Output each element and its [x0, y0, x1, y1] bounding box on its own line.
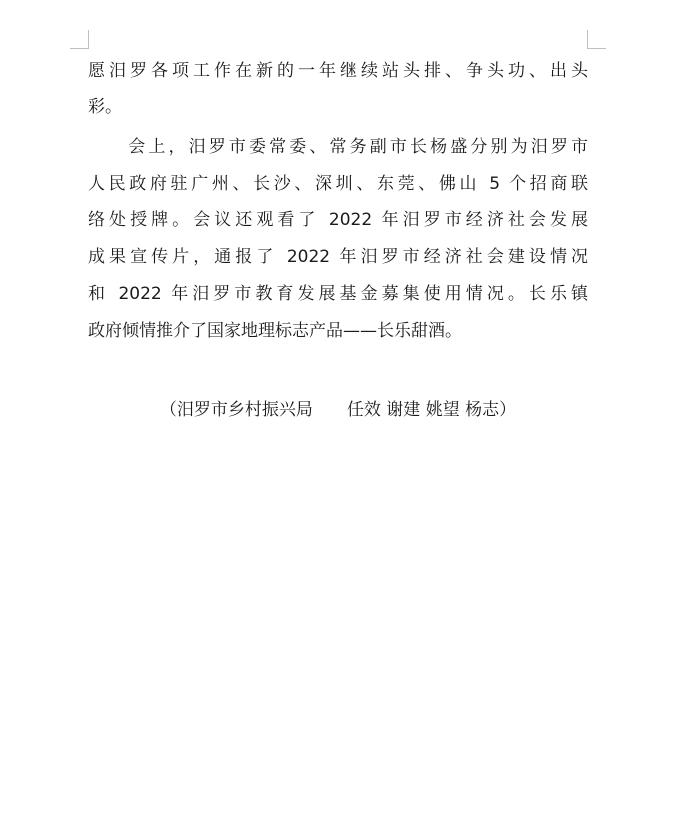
- body-line-3: 会上，汨罗市委常委、常务副市长杨盛分别为汨罗市: [88, 137, 588, 157]
- body-line-4: 人民政府驻广州、长沙、深圳、东莞、佛山 5 个招商联: [88, 174, 588, 194]
- margin-mark-top-right: [587, 30, 606, 49]
- body-line-2: 彩。: [88, 97, 122, 117]
- body-line-1: 愿汨罗各项工作在新的一年继续站头排、争头功、出头: [88, 61, 588, 81]
- body-line-8: 政府倾情推介了国家地理标志产品——长乐甜酒。: [88, 321, 462, 341]
- body-line-5: 络处授牌。会议还观看了 2022 年汨罗市经济社会发展: [88, 210, 588, 230]
- margin-mark-top-left: [70, 30, 89, 49]
- body-line-6: 成果宣传片，通报了 2022 年汨罗市经济社会建设情况: [88, 247, 588, 267]
- author-signature: （汨罗市乡村振兴局 任效 谢建 姚望 杨志）: [159, 400, 517, 420]
- body-line-7: 和 2022 年汨罗市教育发展基金募集使用情况。长乐镇: [88, 284, 588, 304]
